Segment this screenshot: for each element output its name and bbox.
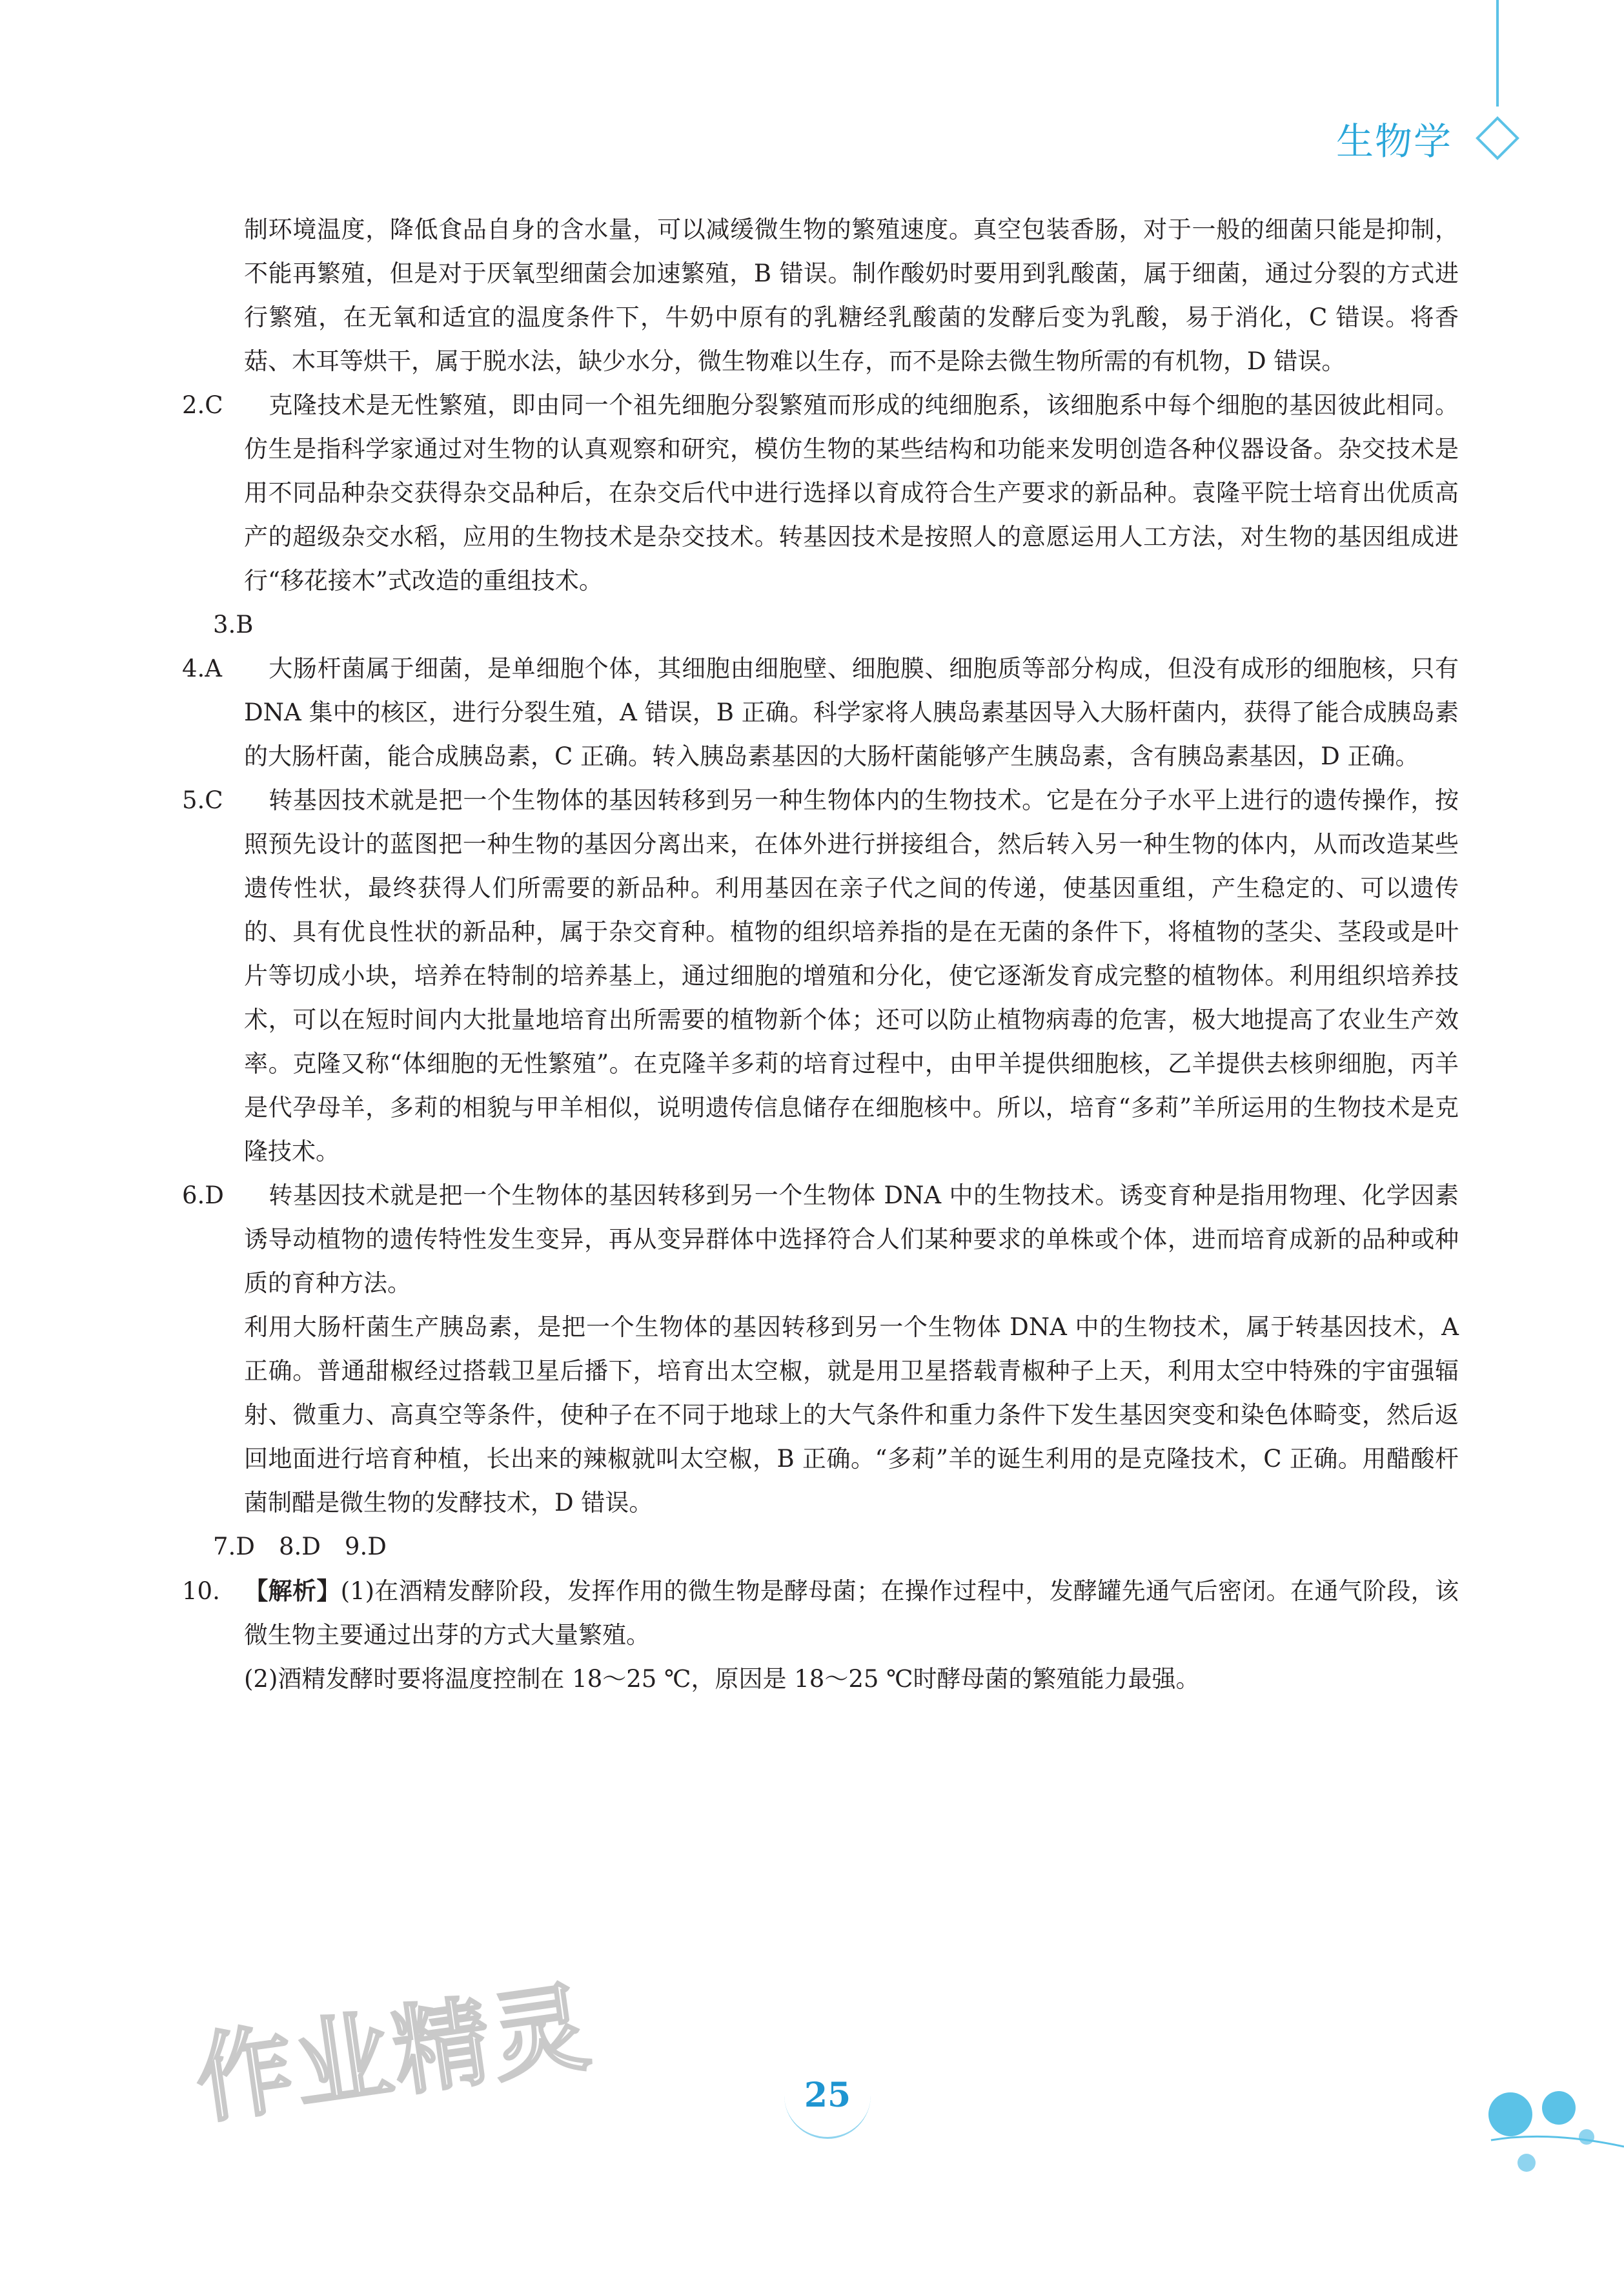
answer-6 xyxy=(182,1174,1459,1305)
subject-title: 生物学 xyxy=(1336,119,1453,163)
decorative-dots-icon xyxy=(1478,2085,1624,2182)
answer-10-part1: (1)在酒精发酵阶段，发挥作用的微生物是酵母菌；在操作过程中，发酵罐先通气后密闭。在通气阶段，该微生物主要通过出芽的方式大量繁殖。 xyxy=(244,1577,1459,1649)
answer-5-text: 转基因技术就是把一个生物体的基因转移到另一种生物体内的生物技术。它是在分子水平上进行的遗传操作，按照预先设计的蓝图把一种生物的基因分离出来，在体外进行拼接组合，然后转入另一种生物的体内，从而改造某些遗传性状，最终获得人们所需要的新品种。利用基因在亲子代之间的传递，使基因重组，产生稳定的、可以遗传的、具有优良性状的新品种，属于杂交育种。植物的组织培养指的是在无菌的条件下，将植物的茎尖、茎段或是叶片等切成小块，培养在特制的培养基上，通过细胞的增殖和分化，使它逐渐发育成完整的植物体。利用组织培养技术，可以在短时间内大批量地培育出所需要的植物新个体；还可以防止植物病毒的危害，极大地提高了农业生产效率。克隆又称“体细胞的无性繁殖”。在克隆羊多莉的培育过程中，由甲羊提供细胞核，乙羊提供去核卵细胞，丙羊是代孕母羊，多莉的相貌与甲羊相似，说明遗传信息储存在细胞核中。所以，培育“多莉”羊所运用的生物技术是克隆技术。 xyxy=(244,786,1459,1165)
answer-2-text: 克隆技术是无性繁殖，即由同一个祖先细胞分裂繁殖而形成的纯细胞系，该细胞系中每个细胞的基因彼此相同。仿生是指科学家通过对生物的认真观察和研究，模仿生物的某些结构和功能来发明创造各种仪器设备。杂交技术是用不同品种杂交获得杂交品种后，在杂交后代中进行选择以育成符合生产要求的新品种。袁隆平院士培育出优质高产的超级杂交水稻，应用的生物技术是杂交技术。转基因技术是按照人的意愿运用人工方法，对生物的基因组成进行“移花接木”式改造的重组技术。 xyxy=(244,391,1459,595)
answers-7-8-9: 7.D 8.D 9.D xyxy=(213,1533,387,1560)
answer-10-part2: (2)酒精发酵时要将温度控制在 18～25 ℃，原因是 18～25 ℃时酵母菌的繁殖能力最强。 xyxy=(244,1665,1200,1693)
answer-2 xyxy=(182,383,1459,603)
answer-3: 3.B xyxy=(213,611,254,638)
watermark-logo: 作业精灵 xyxy=(188,1970,599,2138)
answer-6-continued: 利用大肠杆菌生产胰岛素，是把一个生物体的基因转移到另一个生物体 DNA 中的生物技术，属于转基因技术，A 正确。普通甜椒经过搭载卫星后播下，培育出太空椒，就是用卫星搭载青椒种子上天，利用太空中特殊的宇宙强辐射、微重力、高真空等条件，使种子在不同于地球上的大气条件和重力条件下发生基因突变和染色体畸变，然后返回地面进行培育种植，长出来的辣椒就叫太空椒，B 正确。“多莉”羊的诞生利用的是克隆技术，C 正确。用醋酸杆菌制醋是微生物的发酵技术，D 错误。 xyxy=(244,1313,1459,1517)
answer-10 xyxy=(182,1569,1459,1657)
answer-4 xyxy=(182,647,1459,779)
answer-5 xyxy=(182,779,1459,1174)
analysis-tag: 【解析】 xyxy=(244,1577,341,1605)
header-vertical-line xyxy=(1496,0,1499,107)
paragraph-continued: 制环境温度，降低食品自身的含水量，可以减缓微生物的繁殖速度。真空包装香肠，对于一般的细菌只能是抑制，不能再繁殖，但是对于厌氧型细菌会加速繁殖，B 错误。制作酸奶时要用到乳酸菌，属于细菌，通过分裂的方式进行繁殖，在无氧和适宜的温度条件下，牛奶中原有的乳糖经乳酸菌的发酵后变为乳酸，易于消化，C 错误。将香菇、木耳等烘干，属于脱水法，缺少水分，微生物难以生存，而不是除去微生物所需的有机物，D 错误。 xyxy=(244,216,1459,375)
answer-2-number: 2.C xyxy=(182,391,223,419)
answer-5-number: 5.C xyxy=(182,786,223,814)
answer-4-number: 4.A xyxy=(182,655,223,682)
answer-4-text: 大肠杆菌属于细菌，是单细胞个体，其细胞由细胞壁、细胞膜、细胞质等部分构成，但没有成形的细胞核，只有 DNA 集中的核区，进行分裂生殖，A 错误，B 正确。科学家将人胰岛素基因导入大肠杆菌内，获得了能合成胰岛素的大肠杆菌，能合成胰岛素，C 正确。转入胰岛素基因的大肠杆菌能够产生胰岛素，含有胰岛素基因，D 正确。 xyxy=(244,655,1459,770)
answer-6-text: 转基因技术就是把一个生物体的基因转移到另一个生物体 DNA 中的生物技术。诱变育种是指用物理、化学因素诱导动植物的遗传特性发生变异，再从变异群体中选择符合人们某种要求的单株或个体，进而培育成新的品种或种质的育种方法。 xyxy=(244,1181,1459,1297)
answer-6-number: 6.D xyxy=(182,1181,224,1209)
answer-content xyxy=(182,208,1459,1701)
page-number: 25 xyxy=(804,2076,851,2115)
answer-10-number: 10. xyxy=(182,1577,220,1605)
diamond-icon xyxy=(1476,116,1519,160)
